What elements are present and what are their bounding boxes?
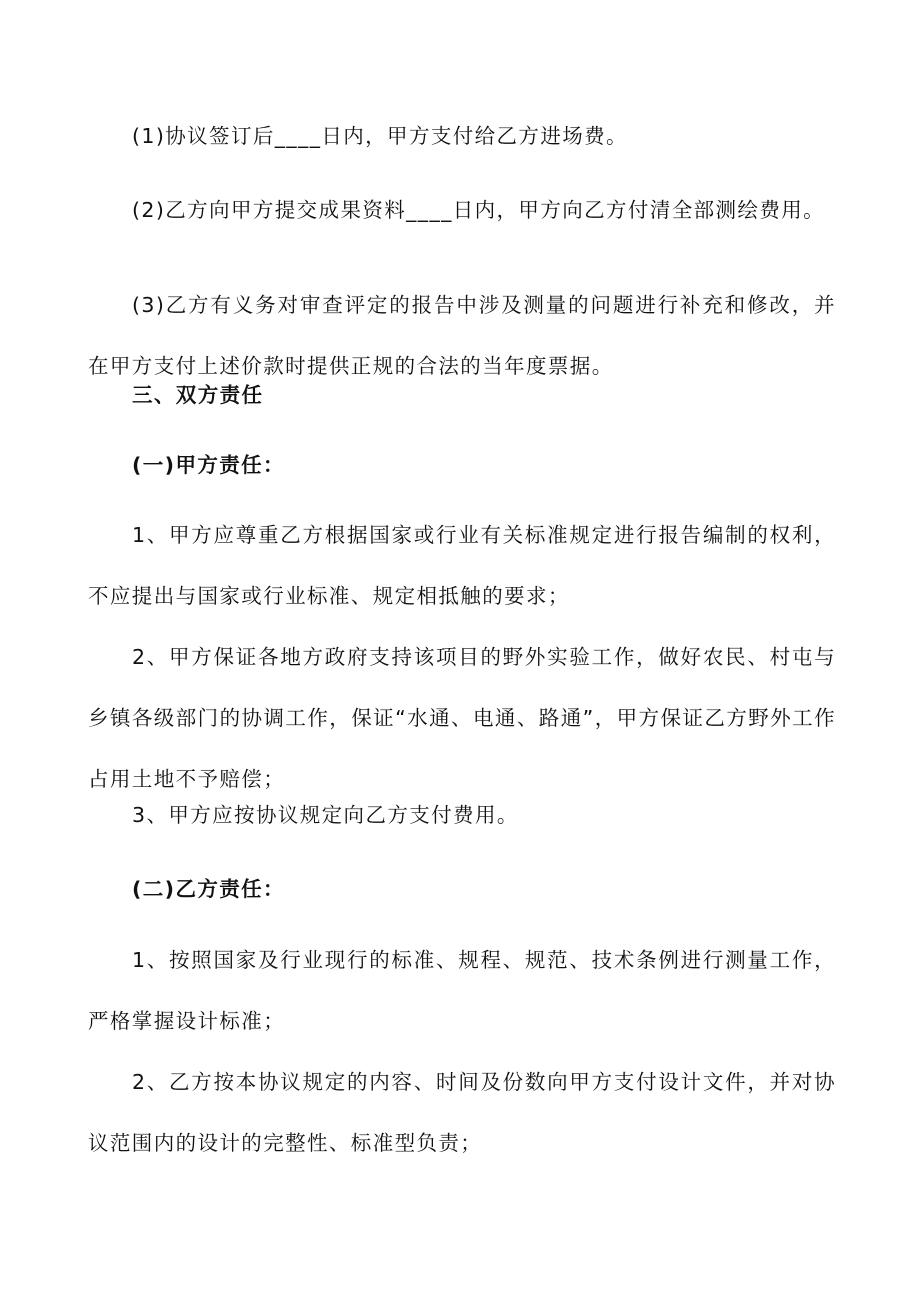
party-a-item-3: 3、甲方应按协议规定向乙方支付费用。	[132, 803, 519, 827]
party-b-item-1: 1、按照国家及行业现行的标准、规程、规范、技术条例进行测量工作，严格掌握设计标准；	[88, 948, 836, 1033]
party-a-item-1: 1、甲方应尊重乙方根据国家或行业有关标准规定进行报告编制的权利，不应提出与国家或行业标准、规定相抵触的要求；	[88, 523, 836, 608]
party-b-item-2: 2、乙方按本协议规定的内容、时间及份数向甲方支付设计文件，并对协议范围内的设计的完整性、标准型负责；	[88, 1070, 836, 1155]
party-b-title: (二)乙方责任：	[132, 877, 285, 901]
party-a-item-2: 2、甲方保证各地方政府支持该项目的野外实验工作，做好农民、村屯与乡镇各级部门的协调工作，保证“水通、电通、路通”，甲方保证乙方野外工作占用土地不予赔偿；	[88, 645, 836, 791]
section-three-title: 三、双方责任	[132, 383, 264, 407]
payment-item-2: (2)乙方向甲方提交成果资料____日内，甲方向乙方付清全部测绘费用。	[132, 198, 826, 222]
payment-item-1: (1)协议签订后____日内，甲方支付给乙方进场费。	[132, 124, 628, 148]
party-a-title: (一)甲方责任：	[132, 453, 285, 477]
payment-item-3: (3)乙方有义务对审查评定的报告中涉及测量的问题进行补充和修改，并在甲方支付上述价款时提供正规的合法的当年度票据。	[88, 293, 836, 378]
